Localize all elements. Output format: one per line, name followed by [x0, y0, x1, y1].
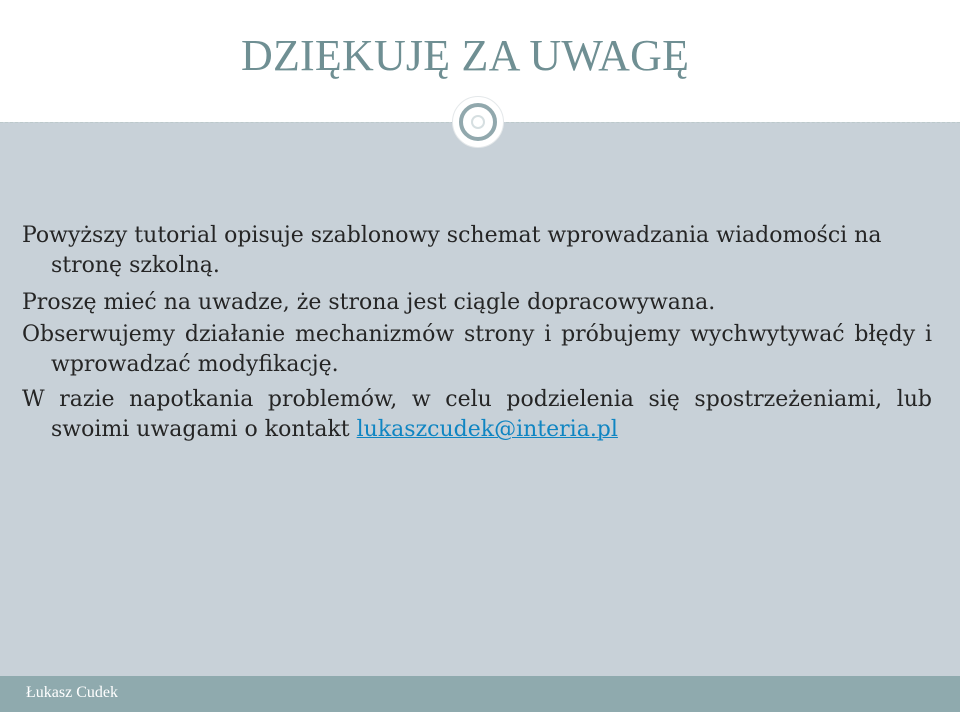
footer-author: Łukasz Cudek — [26, 684, 118, 701]
status-line: Proszę mieć na uwadze, że strona jest ciągle dopracowywana. — [22, 290, 716, 315]
paragraph-contact — [22, 385, 932, 445]
observation-line: Obserwujemy działanie mechanizmów strony i próbujemy wychwytywać błędy i wprowadzać modyfikację. — [22, 322, 932, 377]
contact-email-link[interactable]: lukaszcudek@interia.pl — [356, 417, 618, 442]
emblem-inner-ring — [471, 115, 485, 129]
footer-bar — [0, 676, 960, 712]
slide-title: DZIĘKUJĘ ZA UWAGĘ — [241, 31, 690, 80]
contact-text: W razie napotkania problemów, w celu podzielenia się spostrzeżeniami, lub swoimi uwagami o kontakt — [22, 387, 932, 442]
paragraph-tutorial: Powyższy tutorial opisuje szablonowy schemat wprowadzania wiadomości na stronę szkolną. — [22, 223, 882, 278]
ring-emblem-icon — [452, 96, 504, 148]
paragraph-status — [22, 288, 932, 380]
emblem-outer-ring — [459, 103, 497, 141]
slide-body — [22, 221, 932, 445]
